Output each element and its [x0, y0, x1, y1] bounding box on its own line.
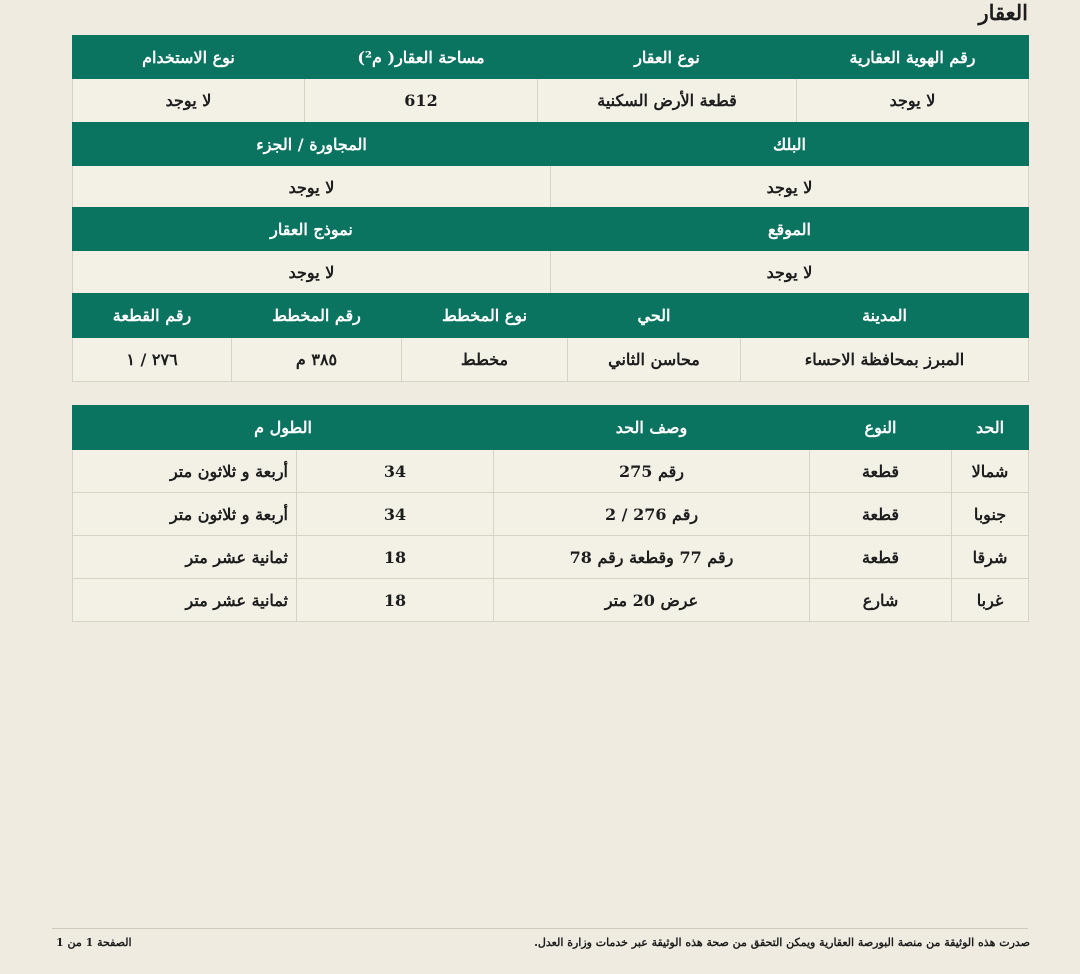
- table-cell: 612: [305, 79, 538, 123]
- table-cell: لا يوجد: [73, 166, 551, 209]
- page-title: العقار: [978, 0, 1028, 25]
- table-cell: لا يوجد: [551, 251, 1029, 294]
- table-row: [73, 338, 1029, 382]
- city-table: [72, 293, 1029, 382]
- table-header-row: [73, 36, 1029, 79]
- table-cell: ٣٨٥ م: [232, 338, 402, 382]
- table-row: [73, 450, 1029, 493]
- table-cell: قطعة: [810, 450, 952, 493]
- header-cell: الطول م: [73, 406, 494, 450]
- table-cell: لا يوجد: [797, 79, 1029, 123]
- page-number: الصفحة 1 من 1: [56, 936, 132, 949]
- table-cell: جنوبا: [952, 493, 1029, 536]
- table-row: [73, 579, 1029, 622]
- table-row: [73, 493, 1029, 536]
- table-cell: المبرز بمحافظة الاحساء: [741, 338, 1029, 382]
- table-row: [73, 166, 1029, 209]
- table-header-row: [73, 208, 1029, 251]
- table-cell: ٢٧٦ / ١: [73, 338, 232, 382]
- table-row: [73, 251, 1029, 294]
- location-table: [72, 207, 1029, 294]
- header-cell: المدينة: [741, 294, 1029, 338]
- header-cell: نوع المخطط: [402, 294, 568, 338]
- table-cell: 34: [297, 450, 494, 493]
- header-cell: الحد: [952, 406, 1029, 450]
- table-cell: مخطط: [402, 338, 568, 382]
- table-header-row: [73, 294, 1029, 338]
- table-cell: شمالا: [952, 450, 1029, 493]
- table-cell: عرض 20 متر: [494, 579, 810, 622]
- table-cell: 18: [297, 579, 494, 622]
- table-header-row: [73, 123, 1029, 166]
- table-cell: أربعة و ثلاثون متر: [73, 493, 297, 536]
- table-cell: لا يوجد: [73, 251, 551, 294]
- table-cell: رقم 276 / 2: [494, 493, 810, 536]
- table-cell: قطعة: [810, 536, 952, 579]
- table-cell: ثمانية عشر متر: [73, 579, 297, 622]
- table-cell: قطعة: [810, 493, 952, 536]
- table-cell: 34: [297, 493, 494, 536]
- table-cell: غربا: [952, 579, 1029, 622]
- table-cell: رقم 77 وقطعة رقم 78: [494, 536, 810, 579]
- block-table: [72, 122, 1029, 209]
- header-cell: الحي: [568, 294, 741, 338]
- table-cell: محاسن الثاني: [568, 338, 741, 382]
- footer-note: صدرت هذه الوثيقة من منصة البورصة العقارية ويمكن التحقق من صحة هذه الوثيقة عبر خدمات وزارة العدل.: [534, 936, 1030, 949]
- header-cell: رقم المخطط: [232, 294, 402, 338]
- table-cell: شرقا: [952, 536, 1029, 579]
- header-cell: الموقع: [551, 208, 1029, 251]
- header-cell: نموذج العقار: [73, 208, 551, 251]
- header-cell: البلك: [551, 123, 1029, 166]
- table-cell: ثمانية عشر متر: [73, 536, 297, 579]
- header-cell: نوع الاستخدام: [73, 36, 305, 79]
- table-cell: 18: [297, 536, 494, 579]
- boundaries-table: [72, 405, 1029, 622]
- table-row: [73, 536, 1029, 579]
- header-cell: وصف الحد: [494, 406, 810, 450]
- footer-divider: [52, 928, 1028, 929]
- table-cell: قطعة الأرض السكنية: [538, 79, 797, 123]
- header-cell: مساحة العقار( م²): [305, 36, 538, 79]
- table-row: [73, 79, 1029, 123]
- header-cell: رقم القطعة: [73, 294, 232, 338]
- table-cell: شارع: [810, 579, 952, 622]
- header-cell: نوع العقار: [538, 36, 797, 79]
- header-cell: النوع: [810, 406, 952, 450]
- table-cell: رقم 275: [494, 450, 810, 493]
- header-cell: المجاورة / الجزء: [73, 123, 551, 166]
- table-cell: لا يوجد: [551, 166, 1029, 209]
- header-cell: رقم الهوية العقارية: [797, 36, 1029, 79]
- property-table: [72, 35, 1029, 123]
- table-cell: أربعة و ثلاثون متر: [73, 450, 297, 493]
- table-header-row: [73, 406, 1029, 450]
- table-cell: لا يوجد: [73, 79, 305, 123]
